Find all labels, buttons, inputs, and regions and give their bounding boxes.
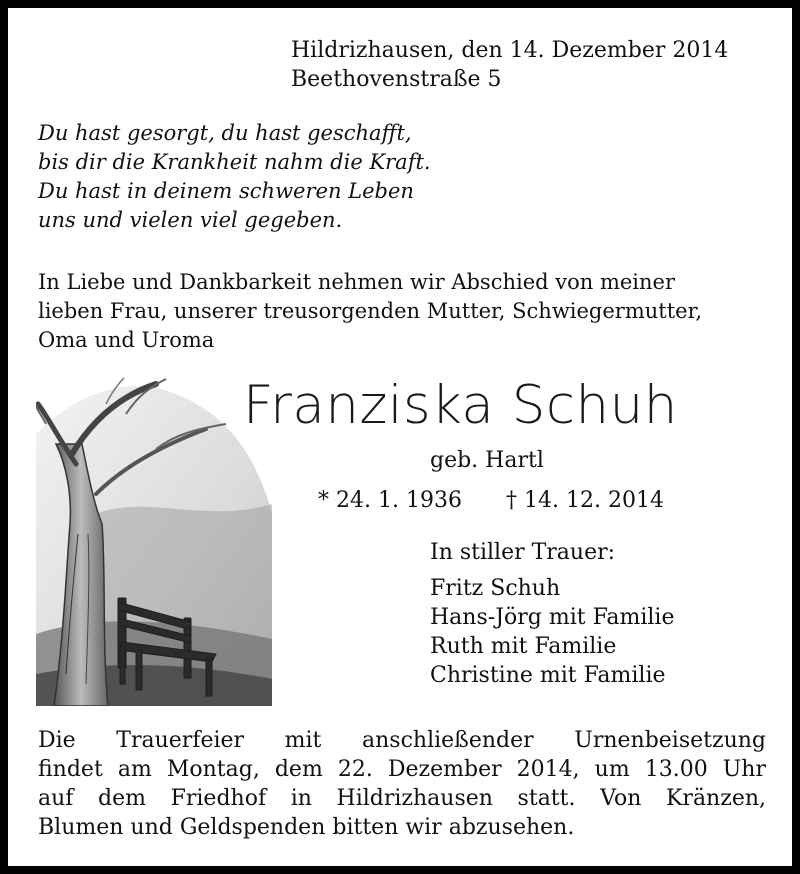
intro-line: In Liebe und Dankbarkeit nehmen wir Abschied von meiner — [38, 270, 676, 294]
funeral-line: auf dem Friedhof in Hildrizhausen statt. Von Kränzen, — [38, 786, 766, 811]
address: Beethovenstraße 5 — [291, 67, 502, 92]
intro-line: lieben Frau, unserer treusorgenden Mutter, Schwiegermutter, — [38, 299, 702, 323]
deceased-name: Franziska Schuh — [243, 375, 678, 436]
death-date: † 14. 12. 2014 — [506, 488, 664, 513]
mourner: Ruth mit Familie — [430, 634, 617, 659]
funeral-line: findet am Montag, dem 22. Dezember 2014, um 13.00 Uhr — [38, 757, 766, 782]
funeral-line: Blumen und Geldspenden bitten wir abzusehen. — [38, 815, 575, 840]
funeral-info — [38, 726, 766, 842]
intro-text — [38, 268, 702, 355]
mourner: Hans-Jörg mit Familie — [430, 605, 675, 630]
poem-line: Du hast gesorgt, du hast geschafft, — [38, 121, 412, 145]
funeral-line: Die Trauerfeier mit anschließender Urnenbeisetzung — [38, 728, 766, 753]
mourners-list — [430, 574, 674, 690]
poem-line: uns und vielen viel gegeben. — [38, 208, 343, 232]
poem-line: bis dir die Krankheit nahm die Kraft. — [38, 150, 431, 174]
maiden-name: geb. Hartl — [430, 448, 544, 473]
place-date: Hildrizhausen, den 14. Dezember 2014 — [291, 38, 729, 63]
mourning-heading: In stiller Trauer: — [430, 540, 616, 565]
mourner: Fritz Schuh — [430, 576, 561, 601]
tree-bench-illustration-icon — [36, 374, 272, 706]
poem — [38, 119, 431, 235]
mourner: Christine mit Familie — [430, 663, 666, 688]
birth-date: * 24. 1. 1936 — [318, 488, 462, 513]
poem-line: Du hast in deinem schweren Leben — [38, 179, 414, 203]
obituary-notice — [8, 8, 792, 866]
intro-line: Oma und Uroma — [38, 328, 215, 352]
header — [291, 36, 728, 94]
